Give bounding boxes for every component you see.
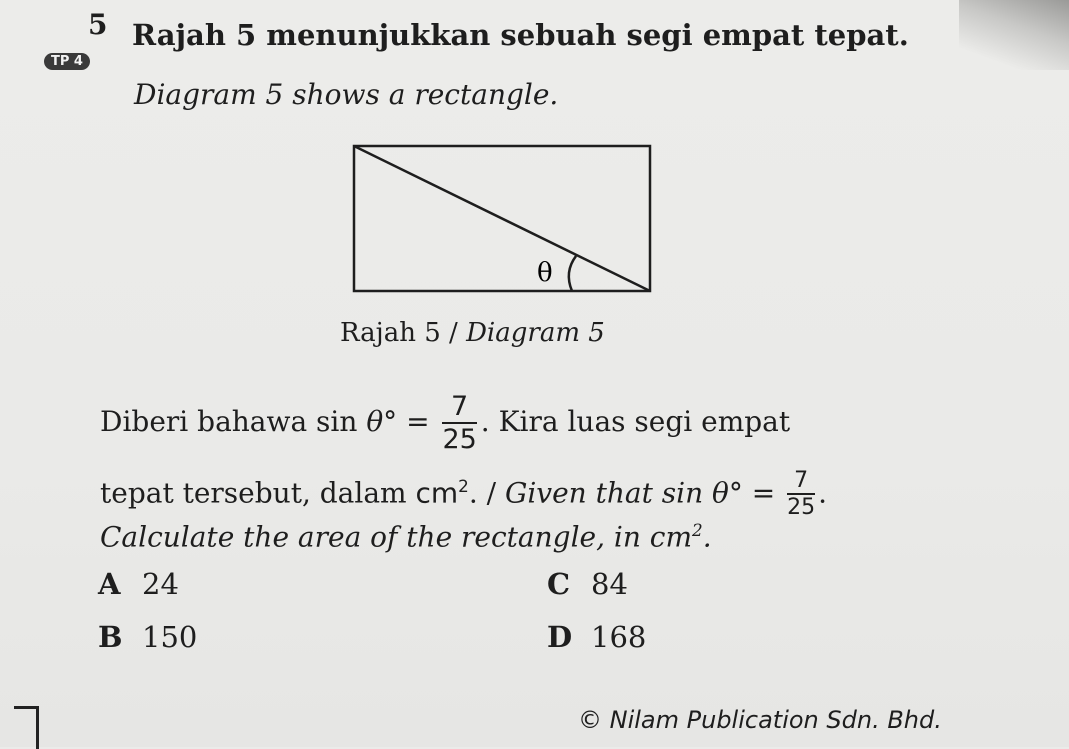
option-b[interactable] bbox=[98, 620, 197, 654]
sine-fraction-2 bbox=[787, 469, 815, 520]
option-b-value: 150 bbox=[142, 620, 198, 654]
option-a-value: 24 bbox=[142, 567, 179, 601]
copyright-notice: © Nilam Publication Sdn. Bhd. bbox=[578, 706, 942, 734]
option-c-value: 84 bbox=[591, 567, 628, 601]
given-text-line-2 bbox=[100, 469, 827, 520]
option-d[interactable] bbox=[547, 620, 646, 654]
sine-fraction bbox=[442, 392, 476, 455]
question-intro-english: Diagram 5 shows a rectangle. bbox=[134, 78, 559, 111]
rectangle-diagram bbox=[340, 136, 665, 306]
page-corner-shadow bbox=[959, 0, 1069, 70]
option-d-value: 168 bbox=[591, 620, 647, 654]
option-a[interactable] bbox=[98, 567, 179, 601]
caption-malay: Rajah 5 / bbox=[340, 318, 467, 348]
option-d-letter: D bbox=[547, 620, 573, 654]
caption-english: Diagram 5 bbox=[466, 318, 605, 348]
question-number: 5 bbox=[88, 8, 108, 41]
line2-start: tepat tersebut, dalam bbox=[100, 476, 416, 510]
degree-symbol-2: ° bbox=[728, 476, 743, 510]
option-c[interactable] bbox=[547, 567, 628, 601]
question-intro-malay: Rajah 5 menunjukkan sebuah segi empat tepat. bbox=[132, 18, 909, 52]
option-c-letter: C bbox=[547, 567, 571, 601]
theta-symbol-2: θ bbox=[712, 476, 729, 510]
given-text-end: . Kira luas segi empat bbox=[480, 404, 791, 438]
calculate-text: Calculate the area of the rectangle, in bbox=[100, 520, 650, 554]
calculate-instruction bbox=[100, 520, 712, 553]
option-a-letter: A bbox=[98, 567, 121, 601]
diagram-caption bbox=[340, 318, 605, 348]
calculate-end: . bbox=[702, 520, 712, 554]
unit-cm: cm bbox=[415, 476, 459, 510]
given-text-line-1 bbox=[100, 392, 790, 455]
line2-separator: . / bbox=[468, 476, 505, 510]
unit-power: 2 bbox=[458, 475, 469, 496]
line2-english: Given that sin bbox=[504, 476, 713, 510]
degree-symbol: ° bbox=[383, 404, 398, 438]
option-b-letter: B bbox=[98, 620, 123, 654]
angle-theta-label: θ bbox=[537, 258, 553, 288]
rectangle-diagonal bbox=[354, 146, 650, 291]
line2-end: . bbox=[818, 476, 828, 510]
equals-sign: = bbox=[397, 404, 439, 438]
fraction-numerator-2: 7 bbox=[787, 469, 815, 495]
fraction-denominator-2: 25 bbox=[787, 495, 816, 521]
given-text-start: Diberi bahawa sin bbox=[100, 404, 367, 438]
theta-symbol: θ bbox=[366, 404, 384, 438]
unit-power-2: 2 bbox=[692, 520, 703, 540]
unit-cm-2: cm bbox=[649, 520, 693, 554]
corner-bracket-mark bbox=[14, 706, 39, 749]
fraction-denominator: 25 bbox=[442, 423, 477, 455]
fraction-numerator: 7 bbox=[442, 392, 476, 424]
tp-level-badge: TP 4 bbox=[44, 53, 90, 70]
angle-arc bbox=[569, 256, 576, 291]
equals-sign-2: = bbox=[742, 476, 785, 510]
